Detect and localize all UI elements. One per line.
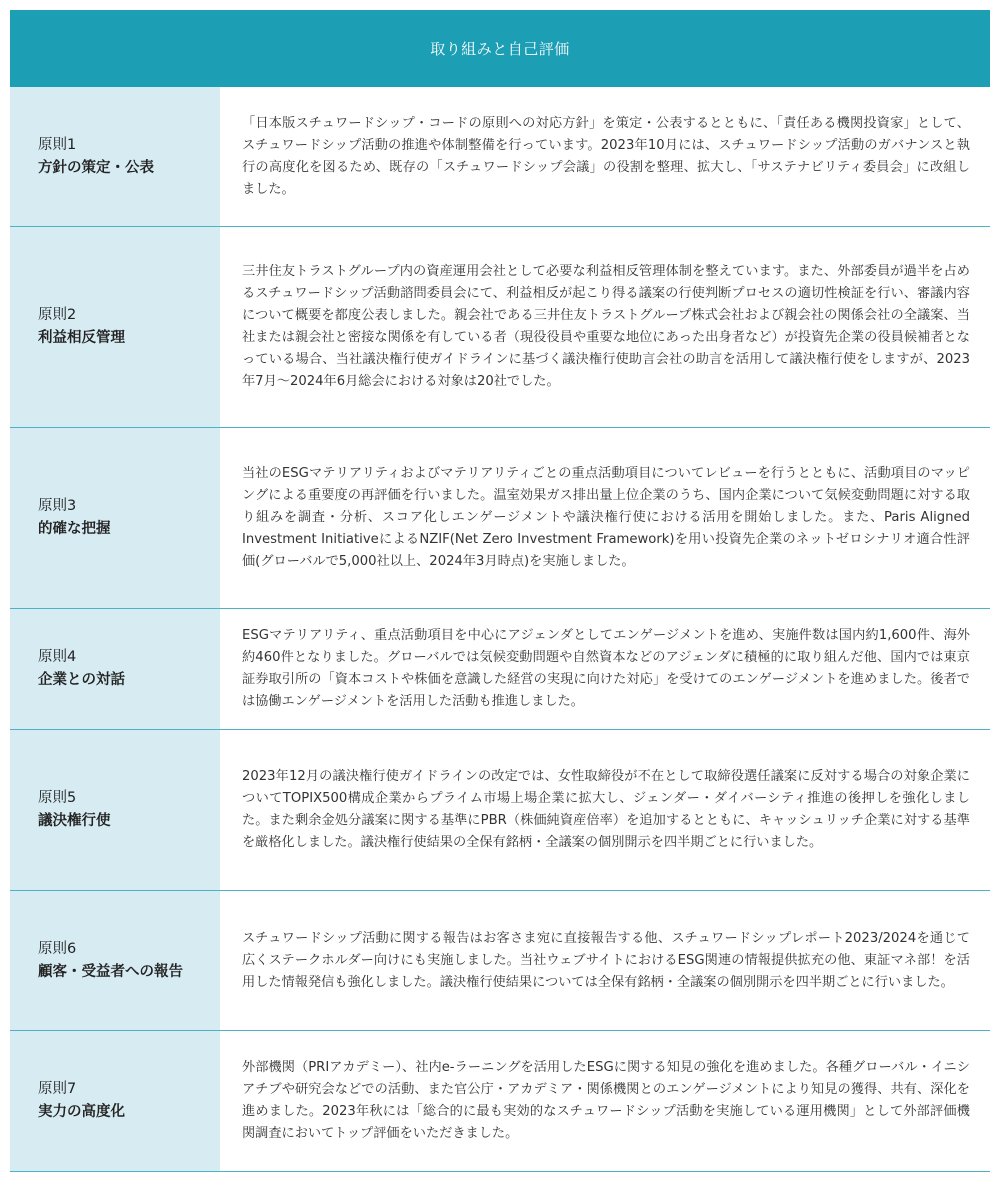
principle-description-text: 三井住友トラストグループ内の資産運用会社として必要な利益相反管理体制を整えています。また、外部委員が過半を占めるスチュワードシップ活動諮問委員会にて、利益相反が起こり得る議案の行使判断プロセスの適切性検証を行い、審議内容について概要を都度公表しました。親会社である三井住友トラストグループ株式会社および親会社の関係会社の全議案、当社または親会社と密接な関係を有している者（現役役員や重要な地位にあった出身者など）が投資先企業の役員候補者となっている場合、当社議決権行使ガイドラインに基づく議決権行使助言会社の助言を活用して議決権行使をしますが、2023年7月〜2024年6月総会における対象は20社でした。 (242, 264, 970, 389)
table-row-principle-2 (10, 227, 990, 428)
principle-number: 原則7 (38, 1081, 77, 1097)
table-row-principle-6 (10, 891, 990, 1031)
principle-name: 実力の高度化 (38, 1104, 125, 1120)
principle-description-text: 外部機関（PRIアカデミー）、社内e-ラーニングを活用したESGに関する知見の強化を進めました。各種グローバル・イニシアチブや研究会などでの活動、また官公庁・アカデミア・関係機関とのエンゲージメントにより知見の獲得、共有、深化を進めました。2023年秋には「総合的に最も実効的なスチュワードシップ活動を実施している運用機関」として外部評価機関調査においてトップ評価をいただきました。 (242, 1060, 970, 1141)
principle-description (220, 428, 990, 608)
table-row-principle-5 (10, 730, 990, 891)
principle-description-text: 「日本版スチュワードシップ・コードの原則への対応方針」を策定・公表するとともに、「責任ある機関投資家」として、スチュワードシップ活動の推進や体制整備を行っています。2023年10月には、スチュワードシップ活動のガバナンスと執行の高度化を図るため、既存の「スチュワードシップ会議」の役割を整理、拡大し、「サステナビリティ委員会」に改組しました。 (242, 115, 970, 197)
principle-description-text: 2023年12月の議決権行使ガイドラインの改定では、女性取締役が不在として取締役選任議案に反対する場合の対象企業についてTOPIX500構成企業からプライム市場上場企業に拡大し、ジェンダー・ダイバーシティ推進の後押しを強化しました。また剰余金処分議案に関する基準にPBR（株価純資産倍率）を追加するとともに、キャッシュリッチ企業に対する基準を厳格化しました。議決権行使結果の全保有銘柄・全議案の個別開示を四半期ごとに行いました。 (242, 769, 970, 850)
principle-description-text: 当社のESGマテリアリティおよびマテリアリティごとの重点活動項目についてレビューを行うとともに、活動項目のマッピングによる重要度の再評価を行いました。温室効果ガス排出量上位企業のうち、国内企業について気候変動問題に対する取り組みを調査・分析、スコア化しエンゲージメントや議決権行使における活用を開始しました。また、Paris Aligned Investment InitiativeによるNZIF(Net Zero Investment Framework)を用い投資先企業のネットゼロシナリオ適合性評価(グローバルで5,000社以上、2024年3月時点)を実施しました。 (242, 466, 970, 569)
principle-number: 原則5 (38, 790, 77, 806)
principle-number: 原則4 (38, 649, 77, 665)
principle-description (220, 609, 990, 729)
principle-description (220, 730, 990, 890)
principle-description (220, 87, 990, 226)
principle-label-cell (10, 87, 220, 226)
principle-description (220, 1031, 990, 1171)
principles-table (10, 10, 990, 1172)
table-row-principle-4 (10, 609, 990, 730)
principle-label-cell (10, 730, 220, 890)
principle-description-text: ESGマテリアリティ、重点活動項目を中心にアジェンダとしてエンゲージメントを進め、実施件数は国内約1,600件、海外約460件となりました。グローバルでは気候変動問題や自然資本などのアジェンダに積極的に取り組んだ他、国内では東京証券取引所の「資本コストや株価を意識した経営の実現に向けた対応」を受けてのエンゲージメントを進めました。後者では協働エンゲージメントを活用した活動も推進しました。 (242, 628, 970, 709)
principle-description-text: スチュワードシップ活動に関する報告はお客さま宛に直接報告する他、スチュワードシップレポート2023/2024を通じて広くステークホルダー向けにも実施しました。当社ウェブサイトにおけるESG関連の情報提供拡充の他、東証マネ部！を活用した情報発信も強化しました。議決権行使結果については全保有銘柄・全議案の個別開示を四半期ごとに行いました。 (242, 930, 970, 990)
principle-label-cell (10, 227, 220, 427)
principle-label-cell (10, 1031, 220, 1171)
table-header (10, 10, 990, 87)
principle-description (220, 891, 990, 1030)
principle-name: 顧客・受益者への報告 (38, 963, 183, 980)
table-row-principle-3 (10, 428, 990, 609)
table-header-title: 取り組みと自己評価 (430, 40, 570, 58)
principle-number: 原則1 (38, 136, 77, 153)
principle-description (220, 227, 990, 427)
principle-name: 的確な把握 (38, 521, 111, 537)
principle-number: 原則6 (38, 940, 77, 957)
principle-number: 原則3 (38, 498, 77, 514)
principle-label-cell (10, 891, 220, 1030)
principle-label-cell (10, 428, 220, 608)
principle-number: 原則2 (38, 307, 77, 323)
principle-label-cell (10, 609, 220, 729)
principle-name: 方針の策定・公表 (38, 159, 154, 176)
principle-name: 議決権行使 (38, 813, 111, 829)
principle-name: 企業との対話 (38, 672, 125, 688)
table-row-principle-1 (10, 87, 990, 227)
table-row-principle-7 (10, 1031, 990, 1172)
principle-name: 利益相反管理 (38, 330, 125, 346)
